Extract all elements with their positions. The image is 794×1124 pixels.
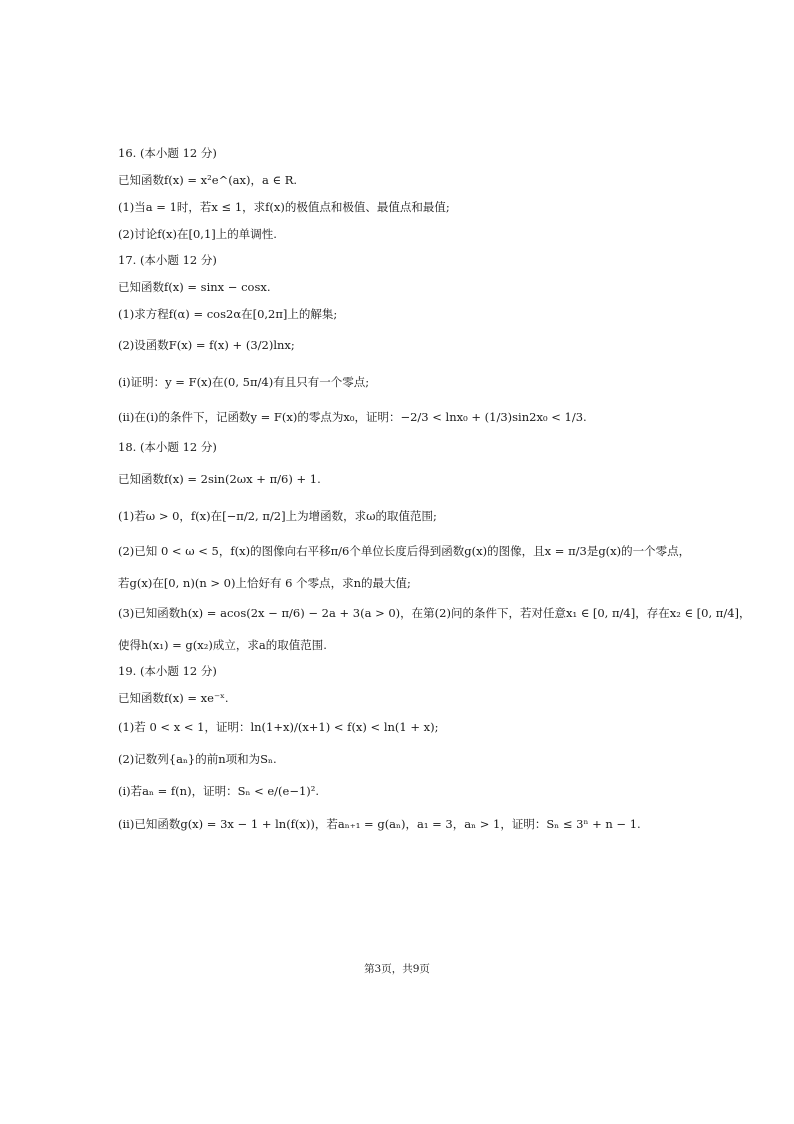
question-18-part-1: (1)若ω > 0，f(x)在[−π/2, π/2]上为增函数，求ω的取值范围; [118, 509, 437, 523]
page-number-footer: 第3页，共9页 [364, 963, 430, 975]
question-18-part-3-cont: 使得h(x₁) = g(x₂)成立，求a的取值范围. [118, 638, 327, 652]
question-18-header: 18. (本小题 12 分) [118, 440, 217, 454]
question-19-part-2-i: (i)若aₙ = f(n)，证明：Sₙ < e/(e−1)². [118, 784, 320, 798]
question-19-header: 19. (本小题 12 分) [118, 664, 217, 678]
question-19-part-2-ii: (ii)已知函数g(x) = 3x − 1 + ln(f(x))，若aₙ₊₁ = g(aₙ)，a₁ = 3，aₙ > 1，证明：Sₙ ≤ 3ⁿ + n − 1. [118, 817, 641, 831]
question-16-part-1: (1)当a = 1时，若x ≤ 1，求f(x)的极值点和极值、最值点和最值; [118, 200, 450, 214]
question-16-stem: 已知函数f(x) = x²e^(ax)，a ∈ R. [118, 173, 298, 187]
question-17-stem: 已知函数f(x) = sinx − cosx. [118, 280, 271, 294]
question-16-header: 16. (本小题 12 分) [118, 146, 217, 160]
question-17-header: 17. (本小题 12 分) [118, 253, 217, 267]
question-19-part-1: (1)若 0 < x < 1，证明：ln(1+x)/(x+1) < f(x) < ln(1 + x); [118, 720, 439, 734]
question-17-part-1: (1)求方程f(α) = cos2α在[0,2π]上的解集; [118, 307, 338, 321]
question-18-part-2-cont: 若g(x)在[0, n)(n > 0)上恰好有 6 个零点，求n的最大值; [118, 576, 411, 590]
question-16-part-2: (2)讨论f(x)在[0,1]上的单调性. [118, 227, 277, 241]
question-17-part-2: (2)设函数F(x) = f(x) + (3/2)lnx; [118, 338, 295, 352]
question-18-part-2: (2)已知 0 < ω < 5，f(x)的图像向右平移π/6个单位长度后得到函数g(x)的图像，且x = π/3是g(x)的一个零点， [118, 544, 691, 558]
question-17-part-2-i: (i)证明：y = F(x)在(0, 5π/4)有且只有一个零点; [118, 375, 370, 389]
question-19-stem: 已知函数f(x) = xe⁻ˣ. [118, 691, 229, 705]
question-18-stem: 已知函数f(x) = 2sin(2ωx + π/6) + 1. [118, 472, 321, 486]
question-17-part-2-ii: (ii)在(i)的条件下，记函数y = F(x)的零点为x₀，证明：−2/3 < lnx₀ + (1/3)sin2x₀ < 1/3. [118, 410, 587, 424]
question-18-part-3: (3)已知函数h(x) = acos(2x − π/6) − 2a + 3(a > 0)，在第(2)问的条件下，若对任意x₁ ∈ [0, π/4]，存在x₂ ∈ [0, π/4]， [118, 606, 751, 620]
question-19-part-2: (2)记数列{aₙ}的前n项和为Sₙ. [118, 752, 277, 766]
